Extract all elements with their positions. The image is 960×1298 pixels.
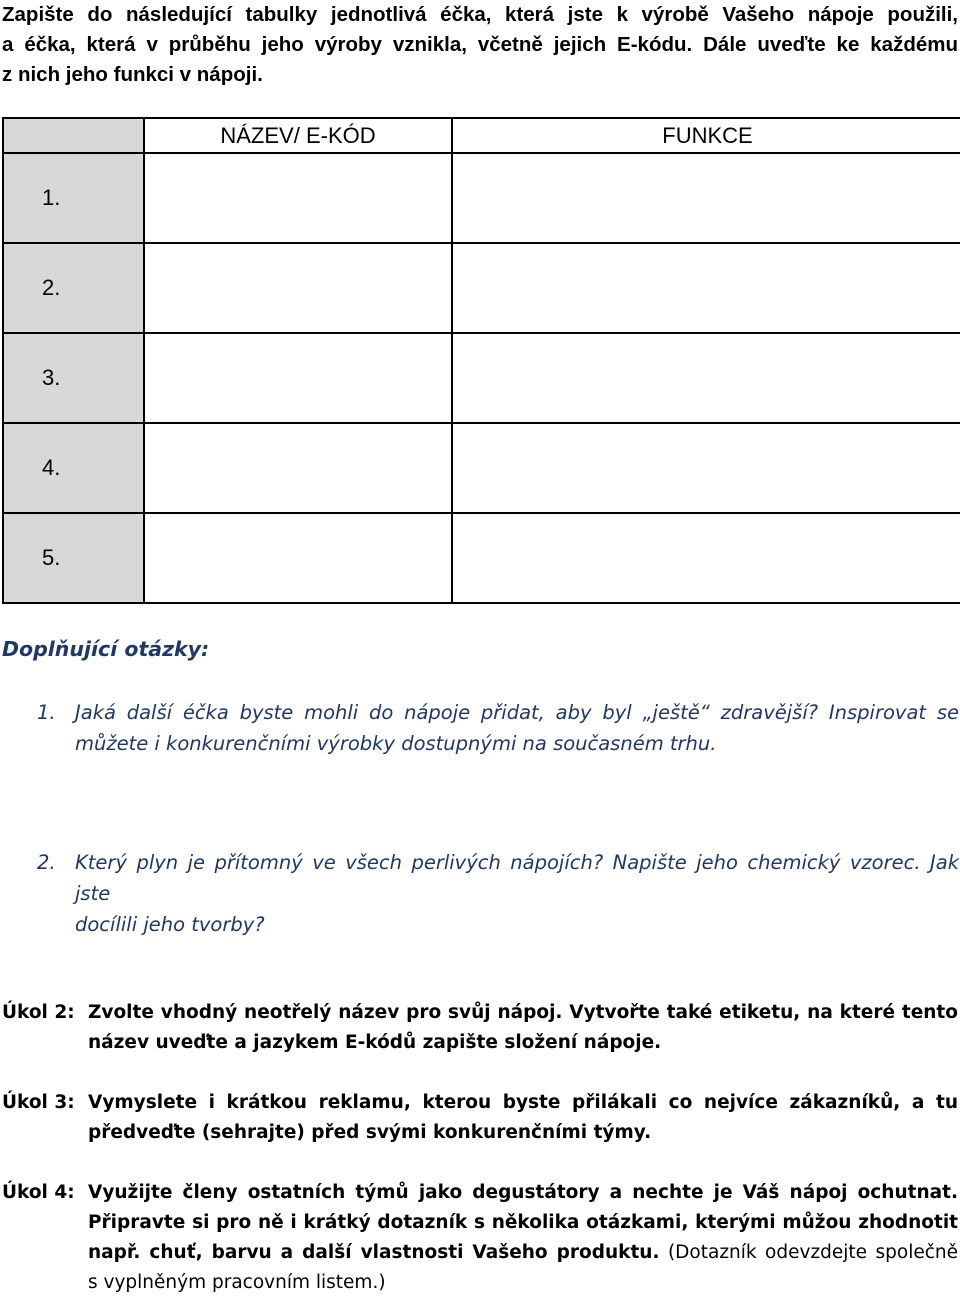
intro-line-1: Zapište do následující tabulky jednotlivá éčka, která jste k výrobě Vašeho nápoje použili, [2, 3, 958, 26]
question-number: 1. [37, 701, 56, 724]
intro-line-3: z nich jeho funkci v nápoji. [2, 63, 263, 86]
table-row [3, 153, 960, 243]
function-cell[interactable] [452, 423, 960, 513]
row-number: 4. [3, 423, 144, 513]
header-name-ecode: NÁZEV/ E-KÓD [144, 118, 452, 153]
name-ecode-cell[interactable] [144, 423, 452, 513]
name-ecode-cell[interactable] [144, 153, 452, 243]
table-row [3, 423, 960, 513]
question-2 [37, 847, 959, 940]
name-ecode-cell[interactable] [144, 513, 452, 603]
intro-line-2: a éčka, která v průběhu jeho výroby vznikla, včetně jejich E-kódu. Dále uveďte ke každému [2, 33, 958, 56]
row-number: 2. [3, 243, 144, 333]
task-4 [2, 1178, 958, 1298]
function-cell[interactable] [452, 513, 960, 603]
table-header-row [3, 118, 960, 153]
header-number-cell [3, 118, 144, 153]
name-ecode-cell[interactable] [144, 243, 452, 333]
additives-table [2, 117, 960, 604]
function-cell[interactable] [452, 153, 960, 243]
question-number: 2. [37, 851, 56, 874]
task-text-line: s vyplněným pracovním listem.) [88, 1272, 386, 1293]
task-text-line: Vymyslete i krátkou reklamu, kterou byste přilákali co nejvíce zákazníků, a tu [88, 1092, 958, 1113]
task-text-line: Využijte členy ostatních týmů jako degustátory a nechte je Váš nápoj ochutnat. [88, 1182, 958, 1203]
task-3 [2, 1088, 958, 1148]
task-label: Úkol 2: [2, 1002, 75, 1023]
table-row [3, 243, 960, 333]
row-number: 3. [3, 333, 144, 423]
task-text-line: předveďte (sehrajte) před svými konkurenčními týmy. [88, 1122, 652, 1143]
question-text-line: můžete i konkurenčními výrobky dostupnými na současném trhu. [75, 732, 717, 755]
question-text-line: Který plyn je přítomný ve všech perlivých nápojích? Napište jeho chemický vzorec. Jak jste [75, 851, 959, 905]
intro-instructions [2, 0, 958, 90]
additional-questions-heading: Doplňující otázky: [2, 637, 210, 661]
table-row [3, 333, 960, 423]
header-function: FUNKCE [452, 118, 960, 153]
task-text-line: Připravte si pro ně i krátký dotazník s několika otázkami, kterými můžou zhodnotit [88, 1212, 958, 1233]
task-text-line: název uveďte a jazykem E-kódů zapište složení nápoje. [88, 1032, 662, 1053]
task-text-normal: (Dotazník odevzdejte společně [659, 1242, 958, 1263]
task-text-bold: např. chuť, barvu a další vlastnosti Vašeho produktu. [88, 1242, 660, 1263]
task-label: Úkol 3: [2, 1092, 75, 1113]
question-text-line: docílili jeho tvorby? [75, 913, 265, 936]
table-row [3, 513, 960, 603]
function-cell[interactable] [452, 243, 960, 333]
question-1 [37, 697, 959, 759]
row-number: 5. [3, 513, 144, 603]
row-number: 1. [3, 153, 144, 243]
task-text-line: Zvolte vhodný neotřelý název pro svůj nápoj. Vytvořte také etiketu, na které tento [88, 1002, 958, 1023]
task-label: Úkol 4: [2, 1182, 75, 1203]
question-text-line: Jaká další éčka byste mohli do nápoje přidat, aby byl „ještě“ zdravější? Inspirovat se [75, 701, 959, 724]
name-ecode-cell[interactable] [144, 333, 452, 423]
function-cell[interactable] [452, 333, 960, 423]
task-2 [2, 998, 958, 1058]
